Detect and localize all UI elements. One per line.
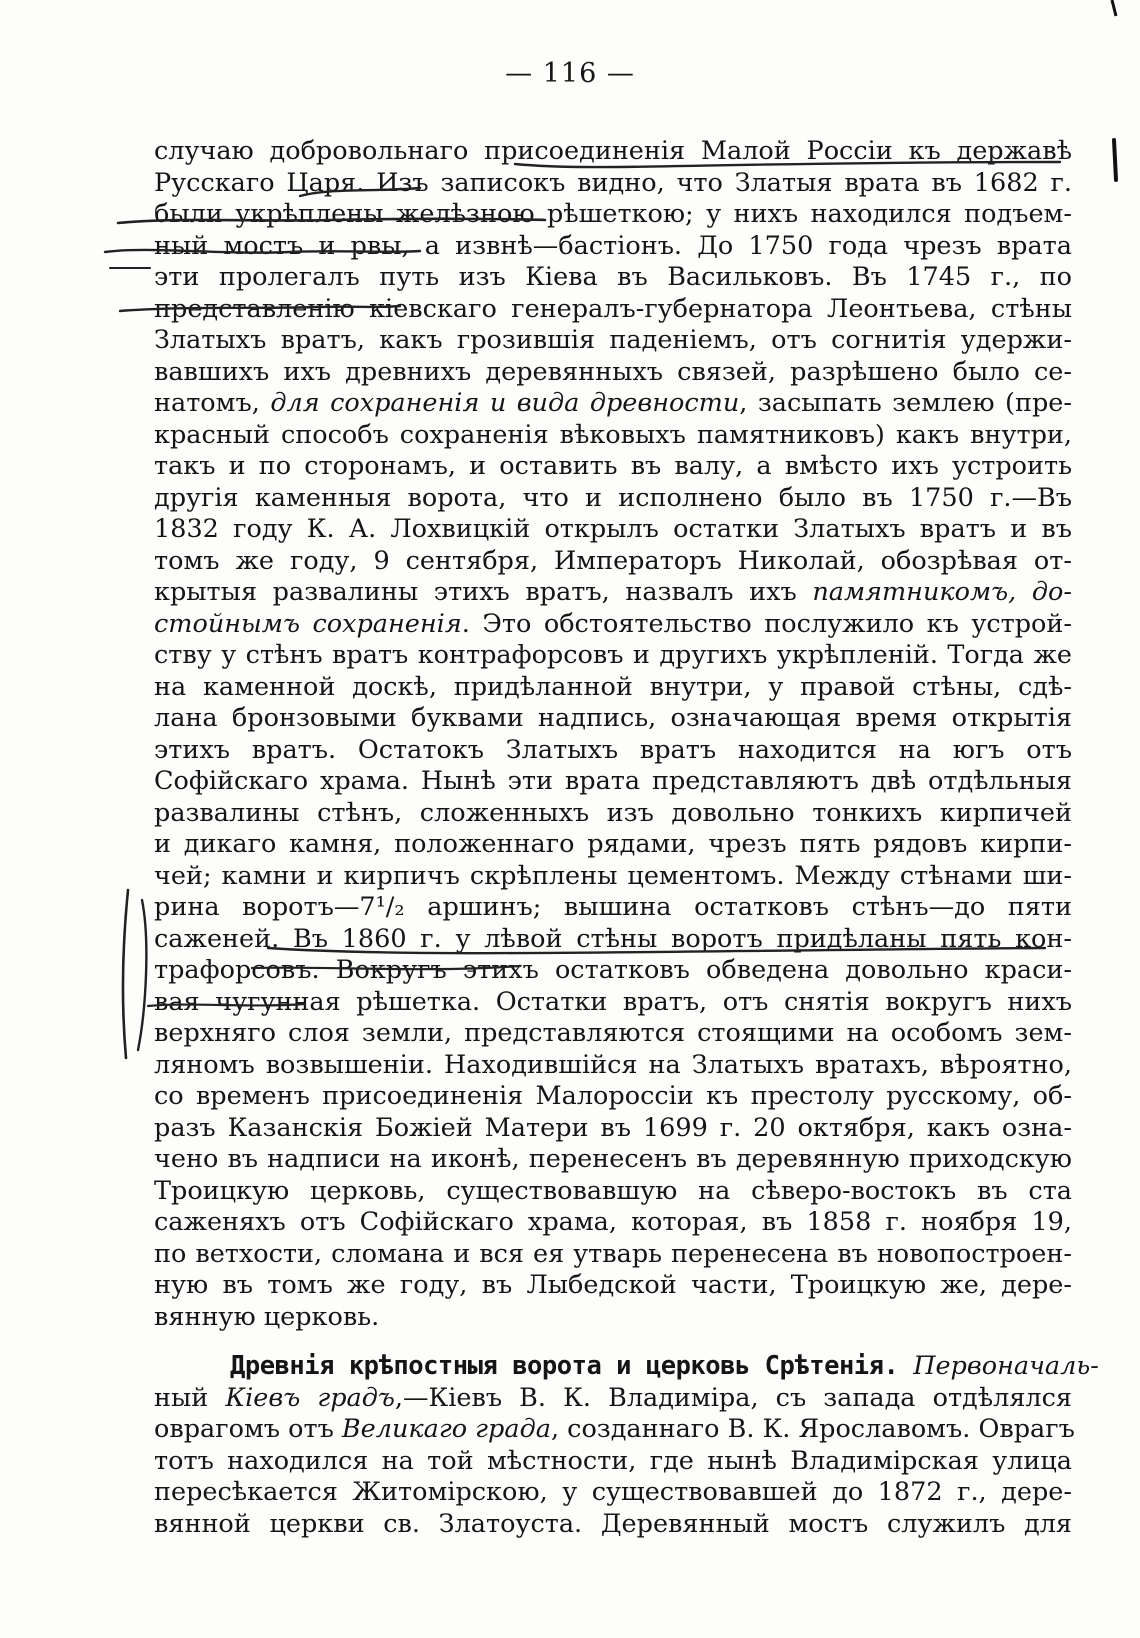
text-line: на каменной доскѣ, придѣланной внутри, у правой стѣны, сдѣ- (154, 671, 1072, 702)
text-line (154, 1383, 1072, 1415)
page-number: — 116 — (505, 58, 635, 89)
text-line: 1832 году К. А. Лохвицкій открылъ остатки Златыхъ вратъ и въ (154, 514, 1072, 544)
text-line: вая чугунная рѣшетка. Остатки вратъ, отъ снятія вокругъ нихъ (154, 986, 1072, 1017)
section-heading: Древнія крѣпостныя ворота и церковь Срѣтенія. (230, 1351, 914, 1381)
text-line (154, 609, 1072, 641)
text-line: другія каменныя ворота, что и исполнено было въ 1750 г.—Въ (154, 482, 1072, 513)
text-run: тотъ находился на той мѣстности, где нынѣ Владимірская улица (154, 1445, 1072, 1476)
text-line (154, 1351, 1099, 1383)
text-line: лана бронзовыми буквами надпись, означающая время открытія (154, 703, 1072, 733)
text-run: пересѣкается Житомірскою, у существовавшей до 1872 г., дере- (154, 1477, 1072, 1507)
text-line: вянную церковь. (154, 1301, 380, 1332)
text-line (154, 1509, 1072, 1541)
italic-run: для сохраненія и вида древности (270, 388, 740, 418)
text-line (154, 1477, 1072, 1509)
text-line: ную въ томъ же году, въ Лыбедской части, Троицкую же, дере- (154, 1270, 1072, 1300)
italic-run: Кіевъ градъ (225, 1382, 395, 1413)
text-line: со временъ присоединенія Малороссіи къ престолу русскому, об- (154, 1081, 1072, 1111)
text-line: вавшихъ ихъ древнихъ деревянныхъ связей, разрѣшено было се- (154, 356, 1072, 387)
text-line: случаю добровольнаго присоединенія Малой Россіи къ державѣ (154, 136, 1072, 166)
italic-run: Первоначаль- (913, 1351, 1099, 1381)
text-line: чено въ надписи на иконѣ, перенесенъ въ деревянную приходскую (154, 1144, 1072, 1174)
text-line: представленію кіевскаго генералъ-губернатора Леонтьева, стѣны (154, 293, 1072, 324)
text-run: крытыя развалины этихъ вратъ, назвалъ ихъ (154, 577, 813, 607)
text-line: разъ Казанскія Божіей Матери въ 1699 г. 20 октября, какъ озна- (154, 1112, 1072, 1143)
italic-run: стойнымъ сохраненія (154, 608, 462, 639)
text-run: оврагомъ отъ (154, 1414, 342, 1444)
text-line: эти пролегалъ путь изъ Кіева въ Васильковъ. Въ 1745 г., по (154, 262, 1072, 292)
text-run: вянной церкви св. Златоуста. Деревянный мостъ служилъ для (154, 1508, 1072, 1539)
text-line (154, 388, 1072, 420)
text-run: ный (154, 1382, 226, 1413)
text-line (154, 1414, 1075, 1446)
text-line: красный способъ сохраненія вѣковыхъ памятниковъ) какъ внутри, (154, 419, 1072, 450)
text-line: были укрѣплены желѣзною рѣшеткою; у нихъ находился подъем- (154, 199, 1072, 229)
text-line (154, 577, 1072, 609)
margin-bar (1114, 140, 1116, 180)
paragraph-golden-gate (154, 136, 1072, 1333)
text-line: такъ и по сторонамъ, и оставить въ валу, а вмѣсто ихъ устроить (154, 451, 1072, 481)
text-line: Троицкую церковь, существовавшую на сѣверо-востокъ въ ста (154, 1175, 1072, 1206)
text-line: трафорсовъ. Вокругъ этихъ остатковъ обведена довольно краси- (154, 955, 1072, 985)
paragraph-fortress-gates (154, 1351, 1099, 1540)
italic-run: Великаго града (341, 1414, 551, 1444)
margin-line (123, 890, 128, 1058)
text-line: ляномъ возвышеніи. Находившійся на Златыхъ вратахъ, вѣроятно, (154, 1049, 1072, 1080)
text-run: . Это обстоятельство послужило къ устрой- (461, 608, 1072, 639)
text-run: натомъ, (154, 388, 271, 418)
text-line: ству у стѣнъ вратъ контрафорсовъ и другихъ укрѣпленій. Тогда же (154, 640, 1072, 670)
text-line (154, 1446, 1072, 1478)
text-line: Софійскаго храма. Нынѣ эти врата представляютъ двѣ отдѣльныя (154, 766, 1072, 796)
text-run: ,—Кіевъ В. К. Владиміра, съ запада отдѣлялся (394, 1382, 1072, 1413)
text-line: ный мостъ и рвы, а извнѣ—бастіонъ. До 1750 года чрезъ врата (154, 230, 1072, 261)
text-run: , засыпать землею (пре- (739, 388, 1072, 418)
margin-line (138, 900, 146, 1050)
text-line: саженяхъ отъ Софійскаго храма, которая, въ 1858 г. ноября 19, (154, 1207, 1072, 1237)
text-line: Златыхъ вратъ, какъ грозившія паденіемъ, отъ согнитія удержи- (154, 325, 1072, 355)
text-line: рина воротъ—7¹/₂ аршинъ; вышина остатковъ стѣнъ—до пяти (154, 892, 1072, 922)
text-line: чей; камни и кирпичъ скрѣплены цементомъ. Между стѣнами ши- (154, 860, 1072, 891)
italic-run: памятникомъ, до- (812, 577, 1072, 607)
text-line: саженей. Въ 1860 г. у лѣвой стѣны воротъ придѣланы пять кон- (154, 923, 1072, 954)
text-line: Русскаго Царя. Изъ записокъ видно, что Златыя врата въ 1682 г. (154, 167, 1072, 198)
text-line: по ветхости, сломана и вся ея утварь перенесена въ новопостроен- (154, 1238, 1072, 1269)
text-line: развалины стѣнъ, сложенныхъ изъ довольно тонкихъ кирпичей (154, 797, 1072, 828)
text-line: томъ же году, 9 сентября, Императоръ Николай, обозрѣвая от- (154, 545, 1072, 576)
text-line: и дикаго камня, положеннаго рядами, чрезъ пять рядовъ кирпи- (154, 829, 1072, 859)
corner-mark (1112, 0, 1116, 16)
text-line: верхняго слоя земли, представляются стоящими на особомъ зем- (154, 1018, 1072, 1048)
text-line: этихъ вратъ. Остатокъ Златыхъ вратъ находится на югъ отъ (154, 734, 1072, 765)
text-run: , созданнаго В. К. Ярославомъ. Оврагъ (550, 1414, 1075, 1444)
